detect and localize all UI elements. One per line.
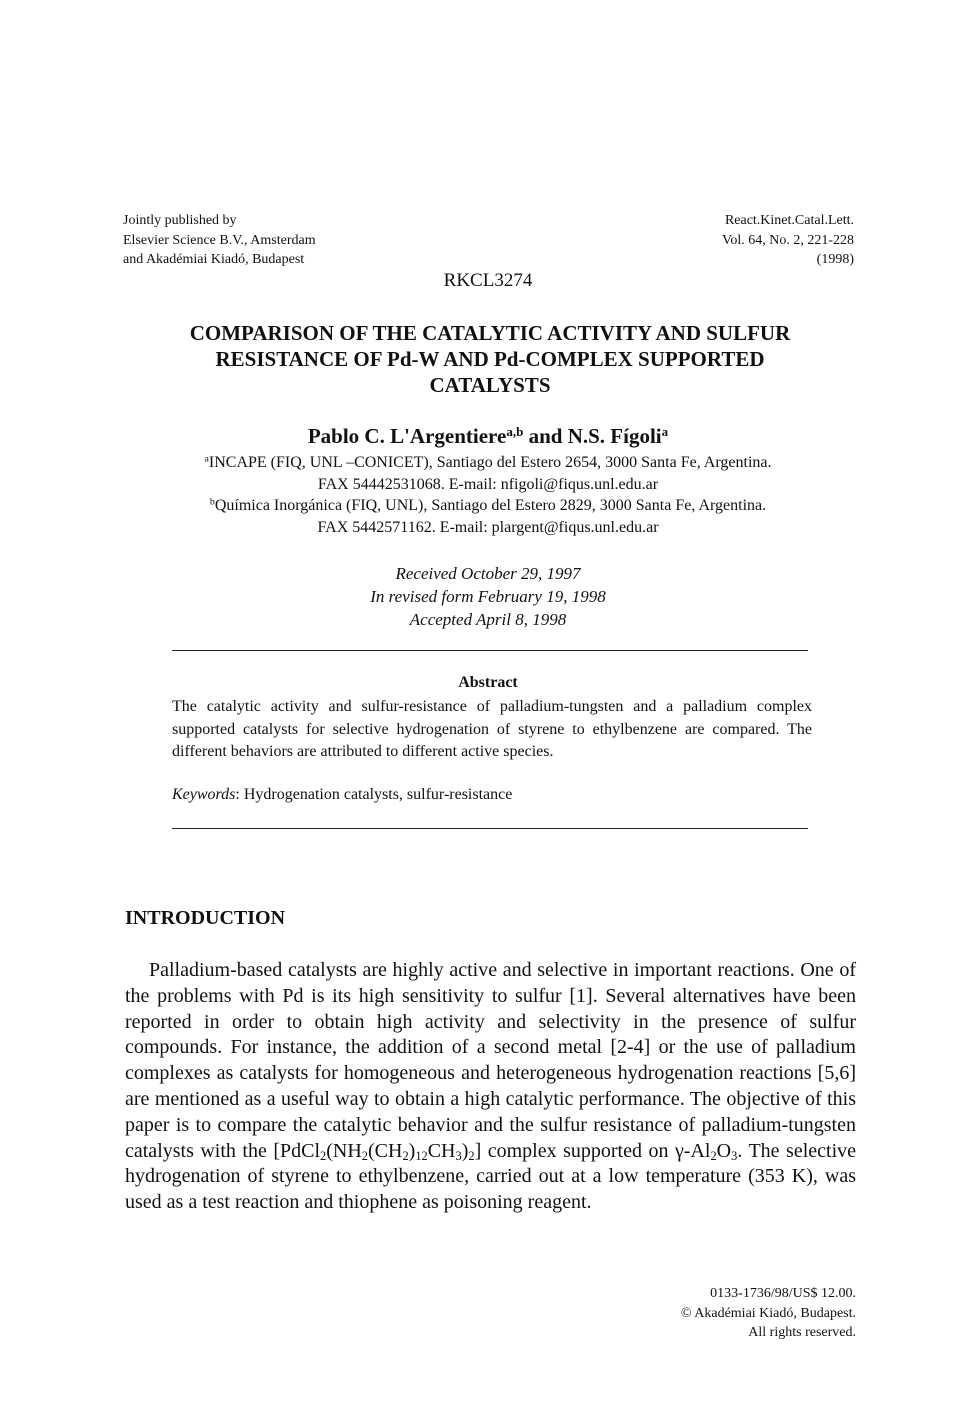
paper-title (120, 320, 860, 398)
formula-subscript: 12 (415, 1148, 428, 1163)
footer-line: 0133-1736/98/US$ 12.00. (710, 1286, 856, 1301)
keywords (172, 786, 812, 804)
affiliation-text: Química Inorgánica (FIQ, UNL), Santiago del Estero 2829, 3000 Santa Fe, Argentina. (214, 497, 767, 514)
intro-text: Palladium-based catalysts are highly active and selective in important reactions. One of the problems with Pd is its high sensitivity to sulfur [1]. Several alternatives have been reported in order to obtain high activity and selectivity in the presence of sulfur compounds. For instance, the addition of a second metal [2-4] or the use of palladium complexes as catalysts for homogeneous and heterogeneous hydrogenation reactions [5,6] are mentioned as a useful way to obtain a high catalytic performance. The objective of this paper is to compare the catalytic behavior and the sulfur resistance of palladium-tungsten catalysts with the (125, 959, 856, 1162)
formula-part: [PdCl (273, 1139, 321, 1162)
introduction-paragraph (125, 958, 856, 1216)
author-affiliation-mark: a (661, 423, 669, 439)
author-name: N.S. Fígoli (567, 424, 662, 448)
publisher-line: Jointly published by (123, 213, 237, 228)
formula-subscript: 3 (455, 1148, 462, 1163)
title-line: COMPARISON OF THE CATALYTIC ACTIVITY AND SULFUR (189, 321, 791, 345)
affiliation-mark: a (204, 453, 209, 465)
formula-subscript: 2 (468, 1148, 475, 1163)
accepted-date: Accepted April 8, 1998 (409, 610, 567, 629)
keywords-text: Hydrogenation catalysts, sulfur-resistance (243, 786, 513, 803)
journal-line: (1998) (816, 252, 854, 267)
publisher-line: Elsevier Science B.V., Amsterdam (123, 232, 316, 248)
title-line: RESISTANCE OF Pd-W AND Pd-COMPLEX SUPPORTED (215, 347, 765, 371)
formula-subscript: 2 (320, 1148, 327, 1163)
keywords-separator: : (235, 786, 244, 803)
footer-line: © Akadémiai Kiadó, Budapest. (680, 1305, 856, 1321)
author-list (0, 424, 976, 449)
copyright-footer (681, 1284, 856, 1343)
formula-part: CH (427, 1139, 456, 1162)
journal-line: Vol. 64, No. 2, 221-228 (722, 232, 854, 248)
formula-part: γ-Al (674, 1139, 711, 1162)
affiliation-b-contact: FAX 5442571162. E-mail: plargent@fiqus.unl.edu.ar (317, 518, 659, 536)
publisher-line: and Akadémiai Kiadó, Budapest (123, 252, 305, 267)
divider-top (172, 650, 808, 651)
affiliation-a (0, 452, 976, 474)
formula-subscript: 2 (402, 1148, 409, 1163)
received-date: Received October 29, 1997 (395, 564, 581, 583)
affiliation-text: INCAPE (FIQ, UNL –CONICET), Santiago del Estero 2654, 3000 Santa Fe, Argentina. (208, 454, 772, 471)
author-connector: and (523, 424, 568, 448)
formula-part: ) (461, 1139, 469, 1162)
formula-subscript: 2 (710, 1148, 717, 1163)
footer-line: All rights reserved. (748, 1325, 856, 1340)
formula-part: O (716, 1139, 732, 1162)
affiliation-b (0, 495, 976, 517)
author-name: Pablo C. L'Argentiere (307, 424, 507, 448)
formula-part: (NH (326, 1139, 362, 1162)
article-code: RKCL3274 (443, 270, 533, 291)
complex-formula (273, 1140, 481, 1162)
affiliation-a-contact: FAX 54442531068. E-mail: nfigoli@fiqus.unl.edu.ar (317, 475, 659, 493)
keywords-label: Keywords (172, 786, 236, 803)
support-formula (675, 1140, 737, 1162)
divider-bottom (172, 828, 808, 829)
formula-part: ) (408, 1139, 416, 1162)
abstract-heading: Abstract (458, 674, 518, 691)
affiliation-mark: b (209, 496, 215, 508)
revised-date: In revised form February 19, 1998 (370, 587, 606, 606)
journal-line: React.Kinet.Catal.Lett. (724, 213, 854, 228)
formula-subscript: 3 (731, 1148, 738, 1163)
title-line: CATALYSTS (429, 373, 551, 397)
journal-citation (722, 211, 854, 270)
intro-text: complex supported on (481, 1139, 675, 1162)
formula-part: ] (474, 1139, 482, 1162)
formula-part: (CH (367, 1139, 403, 1162)
abstract-text: The catalytic activity and sulfur-resistance of palladium-tungsten and a palladium complex supported catalysts for selective hydrogenation of styrene to ethylbenzene are compared. The different behaviors are attributed to different active species. (172, 698, 812, 760)
section-heading-introduction: INTRODUCTION (125, 907, 286, 929)
publisher-info (123, 211, 316, 270)
article-dates (0, 562, 976, 631)
author-affiliation-mark: a,b (506, 423, 524, 439)
formula-subscript: 2 (361, 1148, 368, 1163)
intro-text: . The selective hydrogenation of styrene to ethylbenzene, carried out at a low temperature (353 K), was used as a test reaction and thiophene as poisoning reagent. (125, 1139, 857, 1214)
affiliations (0, 452, 976, 538)
